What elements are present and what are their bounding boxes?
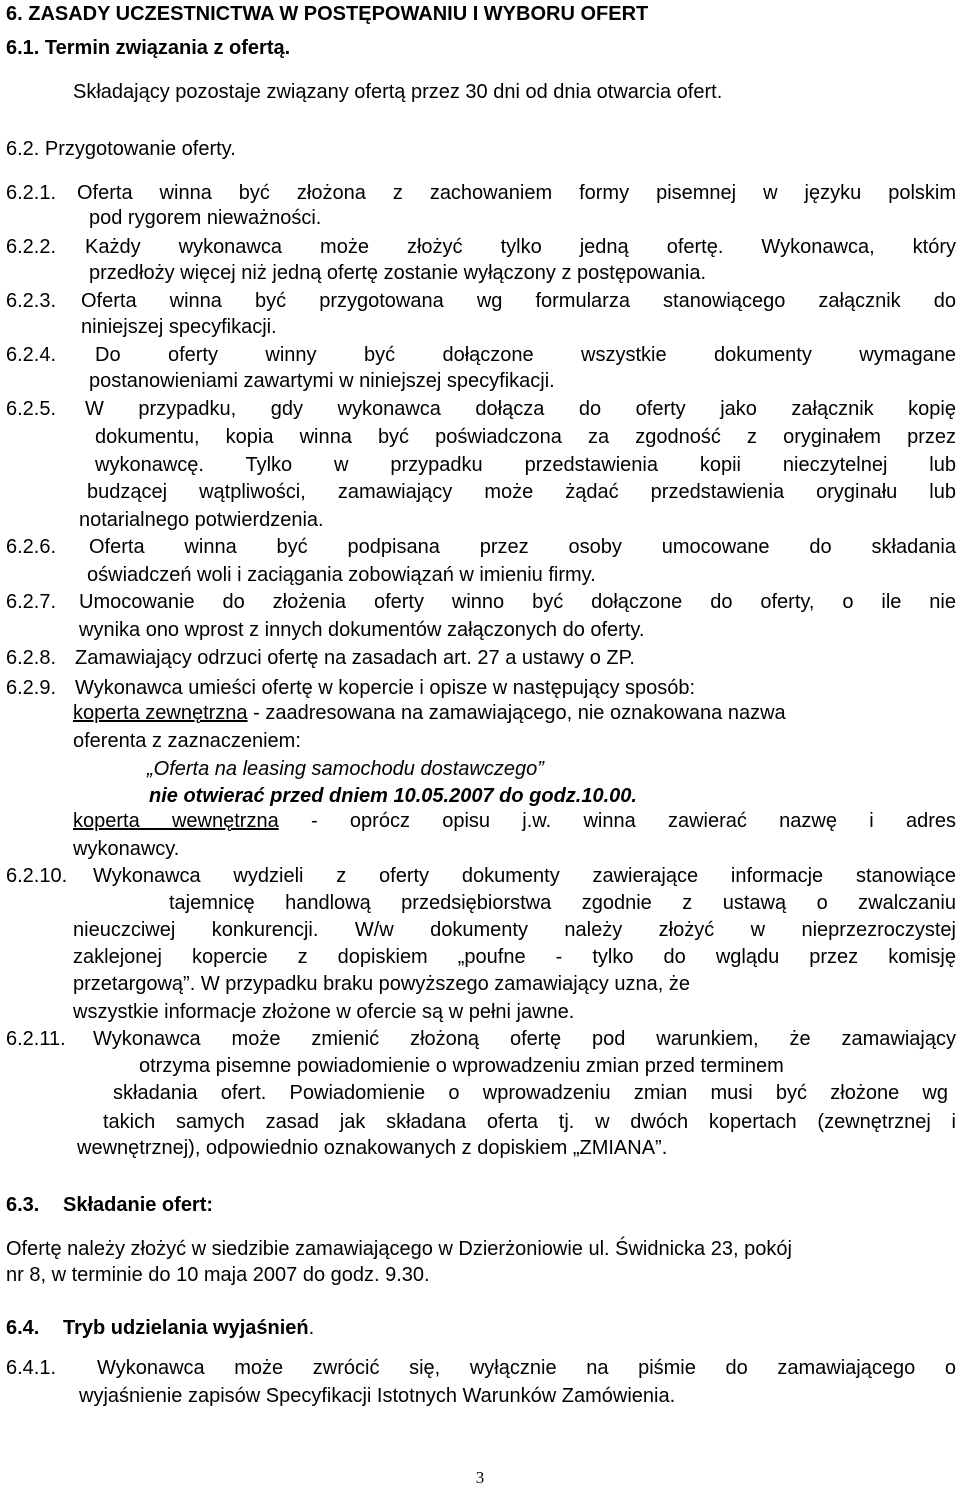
item-6-2-5-line: notarialnego potwierdzenia. bbox=[79, 509, 324, 531]
item-6-2-7-line: wynika ono wprost z innych dokumentów załączonych do oferty. bbox=[79, 619, 645, 641]
envelope-quote-deadline: nie otwierać przed dniem 10.05.2007 do godz.10.00. bbox=[149, 785, 637, 807]
item-6-2-10-line: tajemnicę handlową przedsiębiorstwa zgodnie z ustawą o zwalczaniu bbox=[169, 892, 956, 914]
item-6-2-1-number: 6.2.1. bbox=[6, 182, 57, 204]
section-6-3-text: Ofertę należy złożyć w siedzibie zamawiającego w Dzierżoniowie ul. Świdnicka 23, pokój bbox=[6, 1238, 792, 1260]
item-6-2-3-number: 6.2.3. bbox=[6, 290, 57, 312]
section-6-4-heading bbox=[63, 1316, 314, 1340]
section-6-heading: 6. ZASADY UCZESTNICTWA W POSTĘPOWANIU I WYBORU OFERT bbox=[6, 3, 649, 25]
item-6-2-6-line: oświadczeń woli i zaciągania zobowiązań w imieniu firmy. bbox=[87, 564, 596, 586]
item-6-2-11-line: Wykonawca może zmienić złożoną ofertę pod warunkiem, że zamawiający bbox=[93, 1028, 956, 1050]
item-6-2-1-line: Oferta winna być złożona z zachowaniem formy pisemnej w języku polskim bbox=[77, 182, 956, 204]
item-6-2-1-line: pod rygorem nieważności. bbox=[89, 207, 322, 229]
item-6-2-7-number: 6.2.7. bbox=[6, 591, 57, 613]
section-6-2-heading: 6.2. Przygotowanie oferty. bbox=[6, 138, 236, 160]
item-6-4-1-line: Wykonawca może zwrócić się, wyłącznie na piśmie do zamawiającego o bbox=[97, 1357, 956, 1379]
inner-envelope-desc: - oprócz opisu j.w. winna zawierać nazwę i adres bbox=[310, 810, 957, 832]
item-6-2-11-line: wewnętrznej), odpowiednio oznakowanych z dopiskiem „ZMIANA”. bbox=[77, 1137, 668, 1159]
outer-envelope-label: koperta zewnętrzna bbox=[73, 702, 248, 724]
item-6-2-2-line: Każdy wykonawca może złożyć tylko jedną ofertę. Wykonawca, który bbox=[85, 236, 956, 258]
section-6-4-number: 6.4. bbox=[6, 1317, 40, 1339]
item-6-2-8-number: 6.2.8. bbox=[6, 647, 57, 669]
section-6-3-heading: Składanie ofert: bbox=[63, 1194, 214, 1216]
section-6-4-heading-dot: . bbox=[308, 1317, 315, 1339]
item-6-2-5-line: budzącej wątpliwości, zamawiający może żądać przedstawienia oryginału lub bbox=[87, 481, 956, 503]
item-6-2-2-line: przedłoży więcej niż jedną ofertę zostanie wyłączony z postępowania. bbox=[89, 262, 707, 284]
item-6-4-1-number: 6.4.1. bbox=[6, 1357, 57, 1379]
item-6-2-11-line: otrzyma pisemne powiadomienie o wprowadzeniu zmian przed terminem bbox=[139, 1055, 784, 1077]
item-6-2-8-line: Zamawiający odrzuci ofertę na zasadach art. 27 a ustawy o ZP. bbox=[75, 647, 635, 669]
item-6-2-3-line: Oferta winna być przygotowana wg formularza stanowiącego załącznik do bbox=[81, 290, 956, 312]
item-6-2-7-line: Umocowanie do złożenia oferty winno być dołączone do oferty, o ile nie bbox=[79, 591, 956, 613]
inner-envelope-line-2: wykonawcy. bbox=[73, 838, 180, 860]
section-6-1-text: Składający pozostaje związany ofertą przez 30 dni od dnia otwarcia ofert. bbox=[73, 81, 723, 103]
item-6-2-9-line: Wykonawca umieści ofertę w kopercie i opisze w następujący sposób: bbox=[75, 677, 696, 699]
item-6-2-2-number: 6.2.2. bbox=[6, 236, 57, 258]
section-6-3-number: 6.3. bbox=[6, 1194, 40, 1216]
item-6-2-4-line: postanowieniami zawartymi w niniejszej specyfikacji. bbox=[89, 370, 555, 392]
item-6-2-3-line: niniejszej specyfikacji. bbox=[81, 316, 277, 338]
inner-envelope-line bbox=[73, 809, 956, 833]
item-6-2-5-line: dokumentu, kopia winna być poświadczona za zgodność z oryginałem przez bbox=[95, 426, 956, 448]
section-6-4-heading-text: Tryb udzielania wyjaśnień bbox=[63, 1317, 309, 1339]
item-6-2-4-line: Do oferty winny być dołączone wszystkie dokumenty wymagane bbox=[95, 344, 956, 366]
page-number: 3 bbox=[475, 1468, 485, 1487]
outer-envelope-line bbox=[73, 701, 956, 725]
item-6-2-9-number: 6.2.9. bbox=[6, 677, 57, 699]
item-6-2-5-number: 6.2.5. bbox=[6, 398, 57, 420]
section-6-3-text: nr 8, w terminie do 10 maja 2007 do godz. 9.30. bbox=[6, 1264, 430, 1286]
item-6-2-10-number: 6.2.10. bbox=[6, 865, 68, 887]
item-6-2-11-line: składania ofert. Powiadomienie o wprowadzeniu zmian musi być złożone wg bbox=[113, 1082, 948, 1104]
item-6-2-11-number: 6.2.11. bbox=[6, 1028, 66, 1050]
item-6-2-6-line: Oferta winna być podpisana przez osoby umocowane do składania bbox=[89, 536, 956, 558]
item-6-2-4-number: 6.2.4. bbox=[6, 344, 57, 366]
envelope-quote-title: „Oferta na leasing samochodu dostawczego” bbox=[147, 758, 544, 780]
outer-envelope-line-2: oferenta z zaznaczeniem: bbox=[73, 730, 301, 752]
item-6-2-5-line: W przypadku, gdy wykonawca dołącza do oferty jako załącznik kopię bbox=[85, 398, 956, 420]
item-6-4-1-line: wyjaśnienie zapisów Specyfikacji Istotnych Warunków Zamówienia. bbox=[79, 1385, 676, 1407]
section-6-1-heading: 6.1. Termin związania z ofertą. bbox=[6, 37, 291, 59]
item-6-2-10-line: wszystkie informacje złożone w ofercie są w pełni jawne. bbox=[73, 1001, 575, 1023]
item-6-2-5-line: wykonawcę. Tylko w przypadku przedstawienia kopii nieczytelnej lub bbox=[95, 454, 956, 476]
item-6-2-10-line: przetargową”. W przypadku braku powyższego zamawiający uzna, że bbox=[73, 973, 690, 995]
item-6-2-10-line: nieuczciwej konkurencji. W/w dokumenty należy złożyć w nieprzezroczystej bbox=[73, 919, 956, 941]
item-6-2-6-number: 6.2.6. bbox=[6, 536, 57, 558]
item-6-2-10-line: Wykonawca wydzieli z oferty dokumenty zawierające informacje stanowiące bbox=[93, 865, 956, 887]
item-6-2-10-line: zaklejonej kopercie z dopiskiem „poufne - tylko do wglądu przez komisję bbox=[73, 946, 956, 968]
outer-envelope-desc: - zaadresowana na zamawiającego, nie oznakowana nazwa bbox=[253, 702, 786, 724]
inner-envelope-label: koperta wewnętrzna bbox=[73, 810, 279, 832]
item-6-2-11-line: takich samych zasad jak składana oferta tj. w dwóch kopertach (zewnętrznej i bbox=[103, 1111, 956, 1133]
